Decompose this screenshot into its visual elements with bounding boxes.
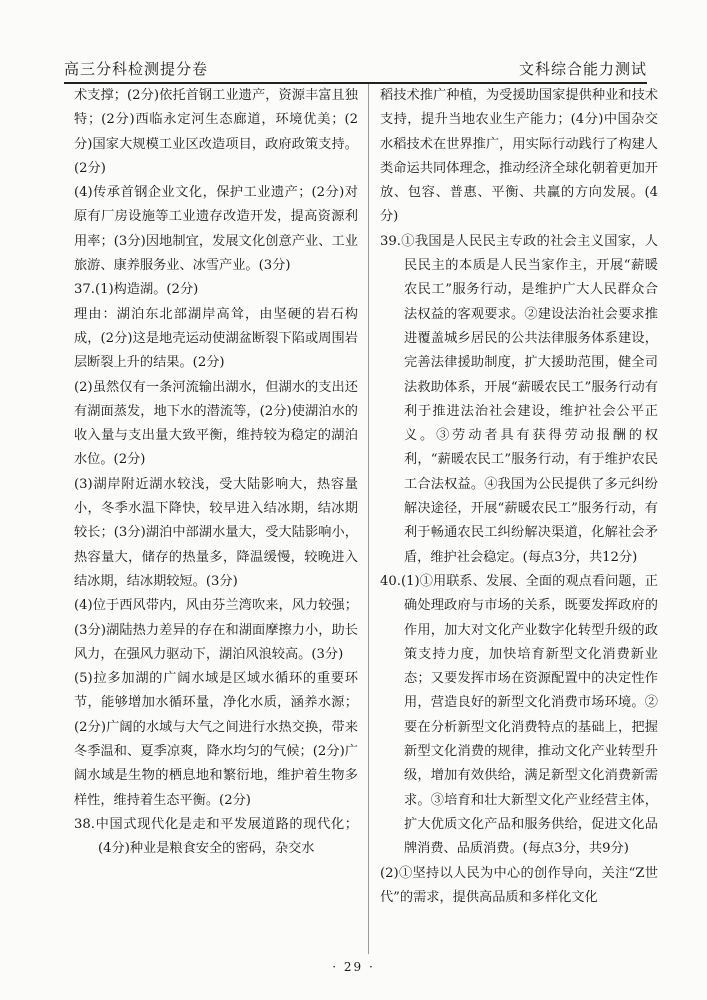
left-column bbox=[74, 84, 358, 954]
answer-paragraph: 术支撑；(2分)依托首钢工业遗产，资源丰富且独特；(2分)西临永定河生态廊道，环境优美；(2分)国家大规模工业区改造项目，政府政策支持。(2分) bbox=[74, 88, 358, 176]
page-header bbox=[64, 58, 647, 84]
answer-paragraph: (4)位于西风带内，风由芬兰湾吹来，风力较强；(3分)湖陆热力差异的存在和湖面摩擦力小，助长风力，在强风力驱动下，湖泊风浪较高。(3分) bbox=[74, 598, 358, 662]
header-left-title: 高三分科检测提分卷 bbox=[64, 60, 209, 78]
answer-paragraph: (3)湖岸附近湖水较浅，受大陆影响大，热容量小，冬季水温下降快，较早进入结冰期，结冰期较长；(3分)湖泊中部湖水量大，受大陆影响小，热容量大，储存的热量多，降温缓慢，较晚进入结冰期，结冰期较短。(3分) bbox=[74, 476, 358, 589]
page-number: · 29 · bbox=[332, 960, 375, 974]
answer-paragraph: 理由：湖泊东北部湖岸高耸，由坚硬的岩石构成，(2分)这是地壳运动使湖盆断裂下陷或周围岩层断裂上升的结果。(2分) bbox=[74, 306, 358, 371]
answer-paragraph: (5)拉多加湖的广阔水域是区域水循环的重要环节，能够增加水循环量，净化水质，涵养水源；(2分)广阔的水域与大气之间进行水热交换，带来冬季温和、夏季凉爽，降水均匀的气候；(2分)广阔水域是生物的栖息地和繁衍地，维护着生物多样性，维持着生态平衡。(2分) bbox=[74, 671, 358, 808]
answer-paragraph: 37.(1)构造湖。(2分) bbox=[74, 282, 199, 298]
column-divider bbox=[368, 84, 369, 954]
header-right-title: 文科综合能力测试 bbox=[518, 60, 647, 78]
answer-paragraph: 39.①我国是人民民主专政的社会主义国家，人民民主的本质是人民当家作主，开展“薪暖农民工”服务行动，是维护广大人民群众合法权益的客观要求。②建设法治社会要求推进覆盖城乡居民的公共法律服务体系建设，完善法律援助制度，扩大援助范围，健全司法救助体系，开展“薪暖农民工”服务行动有利于推进法治社会建设，维护社会公平正义。③劳动者具有获得劳动报酬的权利，“薪暖农民工”服务行动，有于维护农民工合法权益。④我国为公民提供了多元纠纷解决途径，开展“薪暖农民工”服务行动，有利于畅通农民工纠纷解决渠道，化解社会矛盾，维护社会稳定。(每点3分，共12分) bbox=[380, 233, 658, 565]
answer-paragraph: (2)①坚持以人民为中心的创作导向，关注“Z世代”的需求，提供高品质和多样化文化 bbox=[380, 865, 658, 905]
answer-paragraph: (4)传承首钢企业文化，保护工业遗产；(2分)对原有厂房设施等工业遗存改造开发，提高资源利用率；(3分)因地制宜，发展文化创意产业、工业旅游、康养服务业、冰雪产业。(3分) bbox=[74, 185, 358, 274]
answer-paragraph: (2)虽然仅有一条河流输出湖水，但湖水的支出还有湖面蒸发，地下水的潜流等，(2分)使湖泊水的收入量与支出量大致平衡，维持较为稳定的湖泊水位。(2分) bbox=[74, 379, 358, 468]
right-column bbox=[380, 84, 658, 954]
answer-paragraph: 38.中国式现代化是走和平发展道路的现代化；(4分)种业是粮食安全的密码，杂交水 bbox=[74, 816, 358, 857]
answer-paragraph: 稻技术推广种植，为受援助国家提供种业和技术支持，提升当地农业生产能力；(4分)中国杂交水稻技术在世界推广，用实际行动践行了构建人类命运共同体理念，推动经济全球化朝着更加开放、包容、普惠、平衡、共赢的方向发展。(4分) bbox=[380, 88, 658, 225]
answer-paragraph: 40.(1)①用联系、发展、全面的观点看问题，正确处理政府与市场的关系，既要发挥政府的作用，加大对文化产业数字化转型升级的政策支持力度，加快培育新型文化消费新业态；又要发挥市场在资源配置中的决定性作用，营造良好的新型文化消费市场环境。②要在分析新型文化消费特点的基础上，把握新型文化消费的规律，推动文化产业转型升级，增加有效供给，满足新型文化消费新需求。③培育和壮大新型文化产业经营主体，扩大优质文化产品和服务供给，促进文化品牌消费、品质消费。(每点3分，共9分) bbox=[380, 573, 658, 857]
